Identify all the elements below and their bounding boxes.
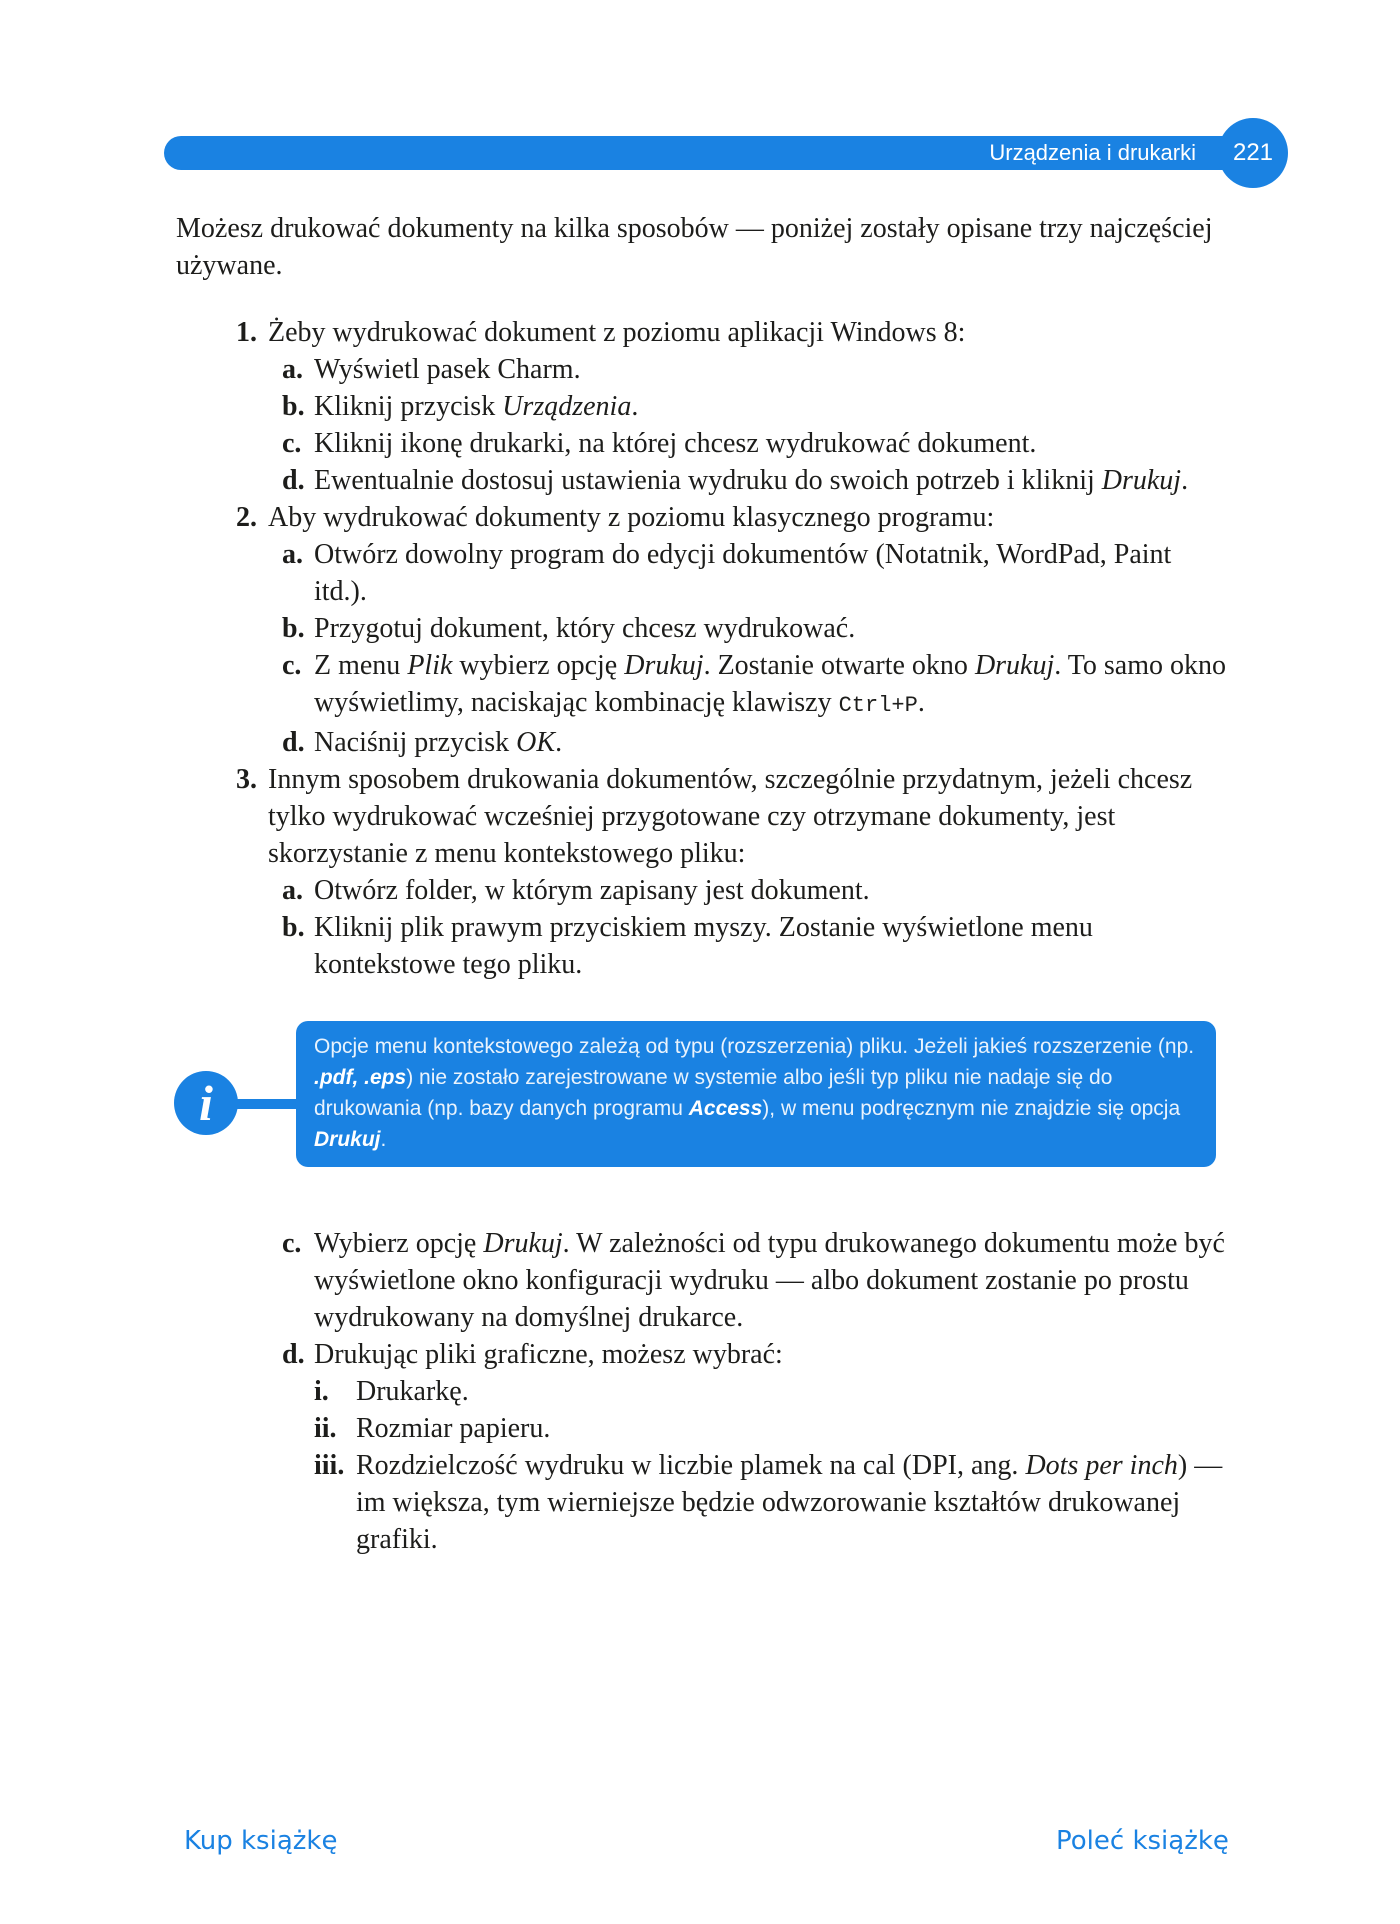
list-item-text: . bbox=[555, 727, 563, 758]
list-item bbox=[176, 909, 1226, 983]
list-marker: b. bbox=[282, 613, 305, 644]
list-item-text: . bbox=[917, 687, 925, 718]
ui-term: Urządzenia bbox=[502, 391, 632, 422]
list-marker: i. bbox=[314, 1376, 329, 1407]
list-item bbox=[176, 1225, 1226, 1336]
list-marker: 1. bbox=[236, 317, 257, 348]
ui-term: OK bbox=[516, 727, 556, 758]
keyboard-shortcut: Ctrl+P bbox=[838, 693, 918, 718]
list-item-text: Otwórz dowolny program do edycji dokumentów (Notatnik, WordPad, Paint itd.). bbox=[314, 539, 1172, 607]
list-item bbox=[176, 499, 1226, 536]
list-item bbox=[176, 1447, 1226, 1558]
ui-term: Plik bbox=[407, 650, 453, 681]
ui-term: Drukuj bbox=[483, 1228, 563, 1259]
list-item-text: Ewentualnie dostosuj ustawienia wydruku do swoich potrzeb i kliknij bbox=[314, 465, 1102, 496]
list-item-text: Rozmiar papieru. bbox=[356, 1413, 551, 1444]
list-item-text: Wyświetl pasek Charm. bbox=[314, 354, 581, 385]
list-marker: ii. bbox=[314, 1413, 337, 1444]
list-item-text: . Zostanie otwarte okno bbox=[703, 650, 975, 681]
list-item-text: . bbox=[1181, 465, 1189, 496]
list-item-text: Wybierz opcję bbox=[314, 1228, 484, 1259]
ui-term: Drukuj bbox=[1101, 465, 1182, 496]
list-marker: b. bbox=[282, 391, 305, 422]
info-text: . bbox=[380, 1128, 387, 1151]
list-item-text: Kliknij ikonę drukarki, na której chcesz wydrukować dokument. bbox=[314, 428, 1037, 459]
info-text: Opcje menu kontekstowego zależą od typu (rozszerzenia) pliku. Jeżeli jakieś rozszerzenie (np. bbox=[314, 1035, 1195, 1058]
list-marker: d. bbox=[282, 465, 305, 496]
info-term: .pdf, .eps bbox=[314, 1066, 407, 1089]
list-item bbox=[176, 351, 1226, 388]
list-item-text: Żeby wydrukować dokument z poziomu aplikacji Windows 8: bbox=[268, 317, 966, 348]
list-marker: iii. bbox=[314, 1450, 345, 1481]
section-title: Urządzenia i drukarki bbox=[989, 140, 1196, 165]
ui-term: Drukuj bbox=[624, 650, 704, 681]
intro-paragraph: Możesz drukować dokumenty na kilka sposobów — poniżej zostały opisane trzy najczęściej używane. bbox=[176, 213, 1213, 281]
list-item-text: Otwórz folder, w którym zapisany jest dokument. bbox=[314, 875, 870, 906]
info-text: ) nie zostało zarejestrowane w systemie albo jeśli typ pliku nie nadaje się do drukowania (np. bazy danych programu bbox=[314, 1066, 1113, 1120]
list-item bbox=[176, 1373, 1226, 1410]
list-item-text: . bbox=[631, 391, 639, 422]
list-item-text: wybierz opcję bbox=[452, 650, 625, 681]
info-connector bbox=[236, 1099, 296, 1109]
list-item bbox=[176, 872, 1226, 909]
buy-book-link[interactable]: Kup książkę bbox=[184, 1826, 338, 1856]
list-marker: d. bbox=[282, 727, 305, 758]
info-icon: i bbox=[174, 1071, 238, 1135]
list-marker: d. bbox=[282, 1339, 305, 1370]
info-term: Drukuj bbox=[314, 1128, 381, 1151]
list-item bbox=[176, 462, 1226, 499]
list-item-text: . To samo okno wyświetlimy, naciskając kombinację klawiszy bbox=[314, 650, 1227, 718]
list-marker: c. bbox=[282, 1228, 302, 1259]
list-item bbox=[176, 647, 1226, 724]
list-item bbox=[176, 314, 1226, 351]
list-marker: c. bbox=[282, 650, 302, 681]
list-marker: a. bbox=[282, 539, 303, 570]
info-box bbox=[296, 1021, 1216, 1167]
ui-term: Dots per inch bbox=[1025, 1450, 1178, 1481]
list-marker: a. bbox=[282, 354, 303, 385]
list-marker: a. bbox=[282, 875, 303, 906]
list-item bbox=[176, 425, 1226, 462]
list-marker: 3. bbox=[236, 764, 257, 795]
list-item bbox=[176, 610, 1226, 647]
list-item-text: Drukując pliki graficzne, możesz wybrać: bbox=[314, 1339, 783, 1370]
list-item bbox=[176, 724, 1226, 761]
list-item-text: . W zależności od typu drukowanego dokumentu może być wyświetlone okno konfiguracji wydruku — albo dokument zostanie po prostu wydrukowany na domyślnej drukarce. bbox=[314, 1228, 1225, 1333]
list-marker: 2. bbox=[236, 502, 257, 533]
page-body bbox=[176, 210, 1226, 1558]
page-number: 221 bbox=[1218, 118, 1288, 188]
info-note bbox=[176, 1021, 1226, 1189]
list-item-text: Innym sposobem drukowania dokumentów, szczególnie przydatnym, jeżeli chcesz tylko wydrukować wcześniej przygotowane czy otrzymane dokumenty, jest skorzystanie z menu kontekstowego pliku: bbox=[268, 764, 1193, 869]
list-item-text: Kliknij plik prawym przyciskiem myszy. Zostanie wyświetlone menu kontekstowe tego pliku. bbox=[314, 912, 1093, 980]
list-item-text: Aby wydrukować dokumenty z poziomu klasycznego programu: bbox=[268, 502, 995, 533]
list-item bbox=[176, 761, 1226, 872]
list-item-text: Kliknij przycisk bbox=[314, 391, 503, 422]
list-marker: c. bbox=[282, 428, 302, 459]
list-item-text: Drukarkę. bbox=[356, 1376, 469, 1407]
list-item-text: Naciśnij przycisk bbox=[314, 727, 517, 758]
list-item bbox=[176, 1336, 1226, 1373]
list-item-text: ) — im większa, tym wierniejsze będzie odwzorowanie kształtów drukowanej grafiki. bbox=[356, 1450, 1223, 1555]
list-item bbox=[176, 536, 1226, 610]
info-text: ), w menu podręcznym nie znajdzie się opcja bbox=[762, 1097, 1181, 1120]
list-item-text: Przygotuj dokument, który chcesz wydrukować. bbox=[314, 613, 856, 644]
list-item bbox=[176, 1410, 1226, 1447]
ui-term: Drukuj bbox=[974, 650, 1055, 681]
list-item bbox=[176, 388, 1226, 425]
recommend-book-link[interactable]: Poleć książkę bbox=[1056, 1826, 1229, 1856]
info-term: Access bbox=[688, 1097, 763, 1120]
list-item-text: Z menu bbox=[314, 650, 408, 681]
list-marker: b. bbox=[282, 912, 305, 943]
list-item-text: Rozdzielczość wydruku w liczbie plamek na cal (DPI, ang. bbox=[356, 1450, 1026, 1481]
